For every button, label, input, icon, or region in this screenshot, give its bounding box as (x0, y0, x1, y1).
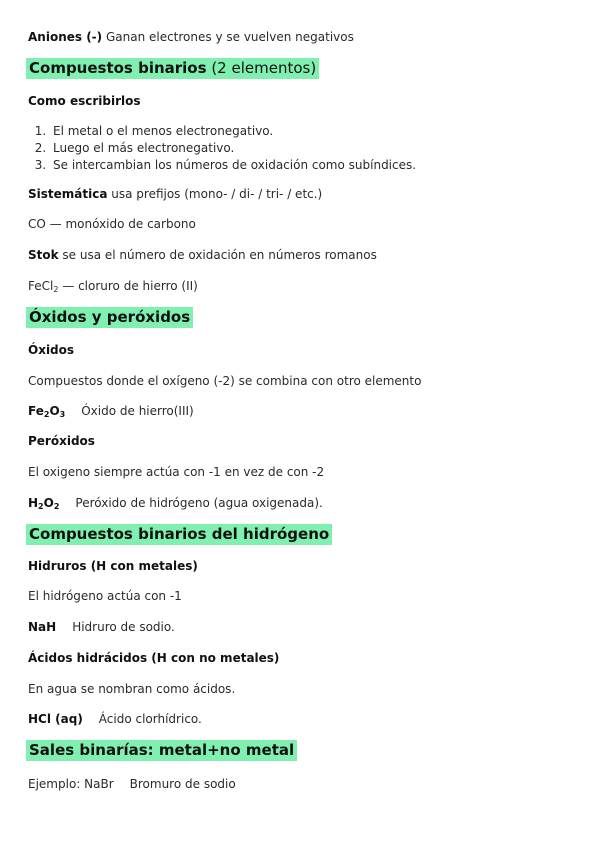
o2-symbol: O (43, 496, 54, 510)
sistematica-line (28, 187, 322, 202)
fecl-name: — cloruro de hierro (II) (58, 279, 198, 293)
heading-compuestos-binarios (26, 58, 319, 79)
step-item: 1. El metal o el menos electronegativo. (50, 123, 416, 140)
nah-formula: NaH (28, 620, 57, 634)
nah-name: Hidruro de sodio. (72, 620, 175, 634)
nah-line (28, 620, 175, 635)
ejemplo-line (28, 777, 236, 792)
h-subscript: 2 (38, 502, 44, 511)
fe2o3-name: Óxido de hierro(III) (81, 404, 194, 418)
fe-symbol: Fe (28, 404, 44, 418)
o-symbol: O (49, 404, 60, 418)
stok-line (28, 248, 377, 263)
acidos-label: Ácidos hidrácidos (H con no metales) (28, 651, 280, 665)
fecl2-example (28, 279, 198, 294)
h2o2-formula (28, 496, 59, 510)
aniones-label: Aniones (-) (28, 30, 103, 44)
oxidos-label: Óxidos (28, 343, 75, 357)
hidruros-label: Hidruros (H con metales) (28, 559, 198, 573)
como-escribirlos-label: Como escribirlos (28, 94, 141, 108)
hidruros-desc: El hidrógeno actúa con -1 (28, 589, 182, 603)
hcl-line (28, 712, 202, 727)
sistematica-text: usa prefijos (mono- / di- / tri- / etc.) (107, 187, 323, 201)
co-example: CO — monóxido de carbono (28, 217, 196, 231)
h2o2-line (28, 496, 323, 511)
h-symbol: H (28, 496, 39, 510)
ejemplo-name: Bromuro de sodio (129, 777, 236, 791)
step-item: 2. Luego el más electronegativo. (50, 140, 416, 157)
aniones-line (28, 30, 354, 45)
peroxidos-label: Peróxidos (28, 434, 95, 448)
aniones-text: Ganan electrones y se vuelven negativos (102, 30, 354, 44)
fe2o3-line (28, 404, 194, 419)
o-subscript: 3 (59, 410, 66, 419)
acidos-desc: En agua se nombran como ácidos. (28, 682, 236, 696)
step-item: 3. Se intercambian los números de oxidación como subíndices. (50, 157, 416, 174)
oxidos-desc: Compuestos donde el oxígeno (-2) se combina con otro elemento (28, 374, 422, 388)
heading-binarios-bold: Compuestos binarios (29, 59, 207, 77)
peroxidos-desc: El oxigeno siempre actúa con -1 en vez de con -2 (28, 465, 325, 479)
hcl-name: Ácido clorhídrico. (98, 712, 202, 726)
fecl-subscript: 2 (53, 285, 59, 294)
heading-hidrogeno: Compuestos binarios del hidrógeno (26, 524, 332, 545)
heading-oxidos: Óxidos y peróxidos (26, 307, 193, 328)
stok-label: Stok (28, 248, 59, 262)
hcl-formula: HCl (aq) (28, 712, 83, 726)
fecl-formula: FeCl (28, 279, 54, 293)
heading-binarios-normal: (2 elementos) (206, 59, 317, 77)
heading-sales: Sales binarías: metal+no metal (26, 740, 297, 761)
ejemplo-formula: Ejemplo: NaBr (28, 777, 114, 791)
o2-subscript: 2 (53, 502, 60, 511)
h2o2-name: Peróxido de hidrógeno (agua oxigenada). (75, 496, 323, 510)
fe-subscript: 2 (43, 410, 50, 419)
stok-text: se usa el número de oxidación en números romanos (58, 248, 377, 262)
steps-list (28, 123, 416, 174)
fe2o3-formula (28, 404, 65, 418)
sistematica-label: Sistemática (28, 187, 108, 201)
